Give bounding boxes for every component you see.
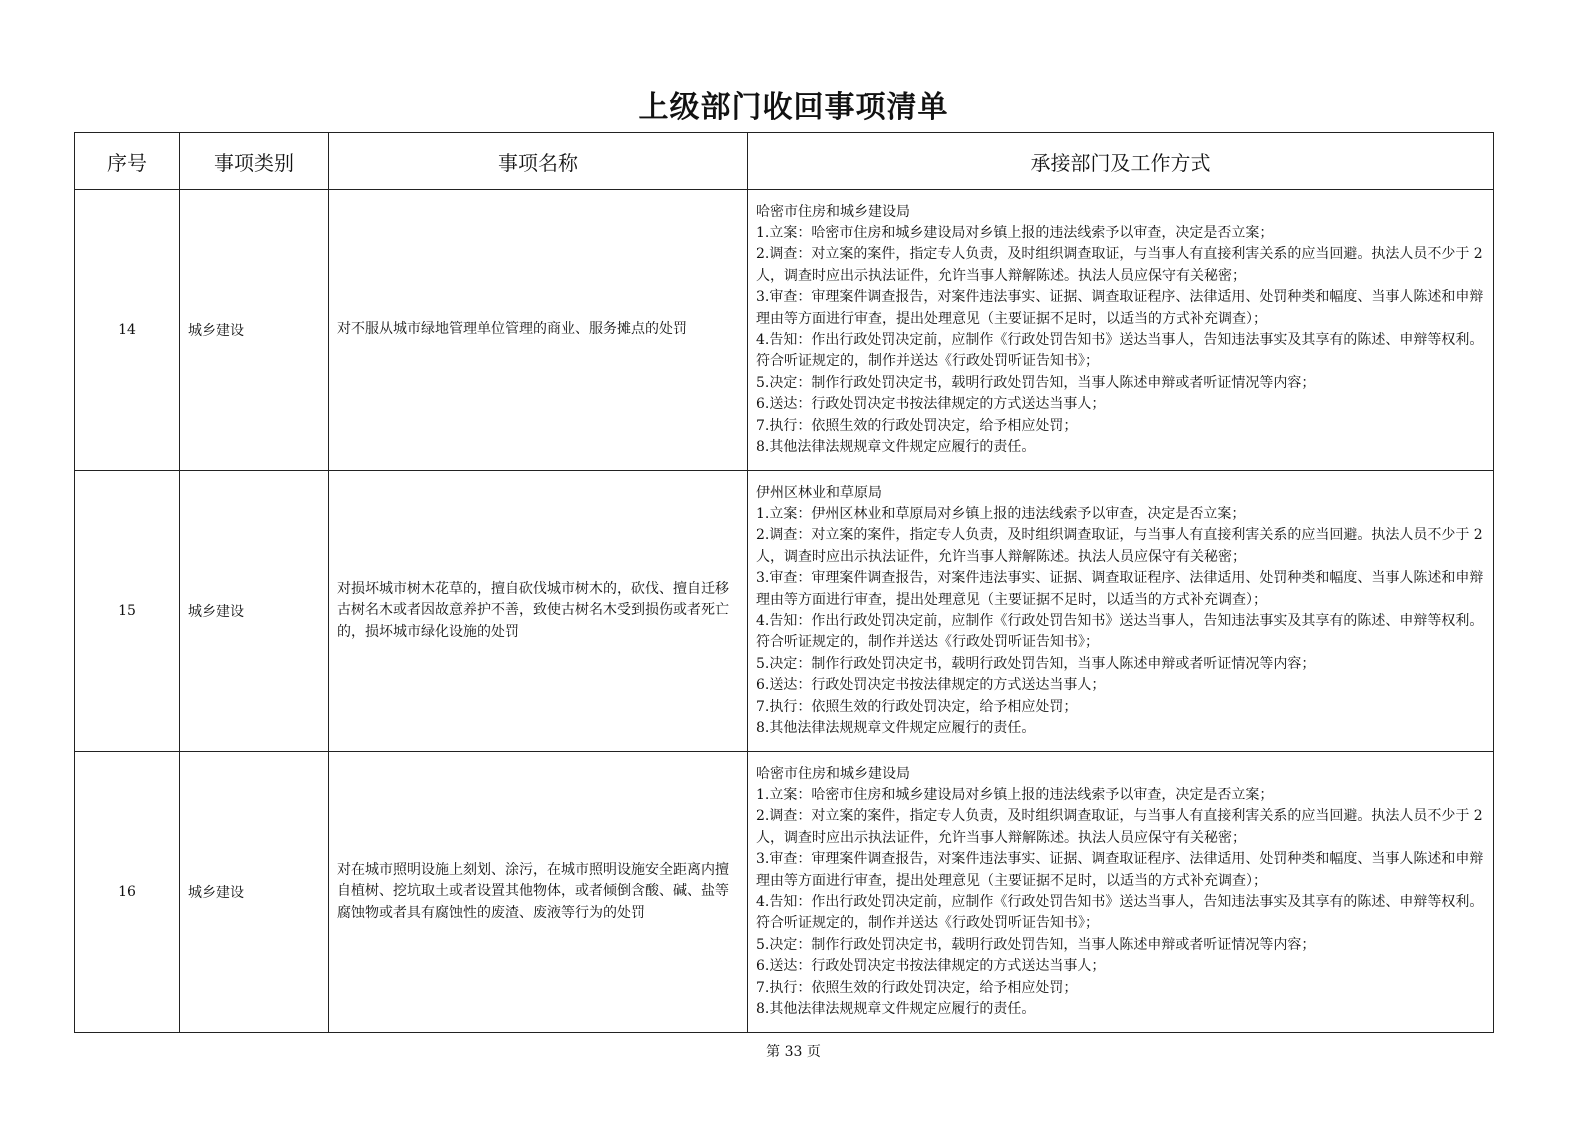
row-dept-cell — [748, 752, 1494, 1033]
step-text: 6.送达：行政处罚决定书按法律规定的方式送达当事人； — [756, 396, 1106, 413]
table-header-row — [75, 133, 1494, 190]
step-text: 4.告知：作出行政处罚决定前，应制作《行政处罚告知书》送达当事人，告知违法事实及其享有的陈述、申辩等权利。符合听证规定的，制作并送达《行政处罚听证告知书》； — [756, 613, 1484, 651]
row-category: 城乡建设 — [180, 190, 329, 471]
dept-name: 伊州区林业和草原局 — [756, 484, 882, 501]
row-name: 对损坏城市树木花草的，擅自砍伐城市树木的，砍伐、擅自迁移古树名木或者因故意养护不善，致使古树名木受到损伤或者死亡的，损坏城市绿化设施的处罚 — [329, 471, 748, 752]
step-text: 2.调查：对立案的案件，指定专人负责，及时组织调查取证，与当事人有直接利害关系的应当回避。执法人员不少于 2 人，调查时应出示执法证件，允许当事人辩解陈述。执法人员应保守有关秘密； — [756, 246, 1483, 284]
row-category: 城乡建设 — [180, 752, 329, 1033]
step-text: 1.立案：哈密市住房和城乡建设局对乡镇上报的违法线索予以审查，决定是否立案； — [756, 224, 1274, 241]
step-text: 8.其他法律法规规章文件规定应履行的责任。 — [756, 720, 1036, 737]
row-seq: 16 — [75, 752, 180, 1033]
header-seq: 序号 — [75, 133, 180, 190]
table-row — [75, 471, 1494, 752]
step-text: 1.立案：哈密市住房和城乡建设局对乡镇上报的违法线索予以审查，决定是否立案； — [756, 786, 1274, 803]
dept-name: 哈密市住房和城乡建设局 — [756, 765, 910, 782]
step-text: 4.告知：作出行政处罚决定前，应制作《行政处罚告知书》送达当事人，告知违法事实及其享有的陈述、申辩等权利。符合听证规定的，制作并送达《行政处罚听证告知书》； — [756, 894, 1484, 932]
header-name: 事项名称 — [329, 133, 748, 190]
step-text: 7.执行：依照生效的行政处罚决定，给予相应处罚； — [756, 979, 1078, 996]
page-title: 上级部门收回事项清单 — [638, 90, 949, 125]
step-text: 6.送达：行政处罚决定书按法律规定的方式送达当事人； — [756, 958, 1106, 975]
step-text: 1.立案：伊州区林业和草原局对乡镇上报的违法线索予以审查，决定是否立案； — [756, 505, 1246, 522]
step-text: 6.送达：行政处罚决定书按法律规定的方式送达当事人； — [756, 677, 1106, 694]
row-name: 对在城市照明设施上刻划、涂污，在城市照明设施安全距离内擅自植树、挖坑取土或者设置其他物体，或者倾倒含酸、碱、盐等腐蚀物或者具有腐蚀性的废渣、废液等行为的处罚 — [329, 752, 748, 1033]
step-text: 8.其他法律法规规章文件规定应履行的责任。 — [756, 439, 1036, 456]
table-row — [75, 752, 1494, 1033]
row-dept-cell — [748, 471, 1494, 752]
header-category: 事项类别 — [180, 133, 329, 190]
step-text: 7.执行：依照生效的行政处罚决定，给予相应处罚； — [756, 417, 1078, 434]
step-text: 4.告知：作出行政处罚决定前，应制作《行政处罚告知书》送达当事人，告知违法事实及其享有的陈述、申辩等权利。符合听证规定的，制作并送达《行政处罚听证告知书》； — [756, 332, 1484, 370]
step-text: 7.执行：依照生效的行政处罚决定，给予相应处罚； — [756, 698, 1078, 715]
header-dept: 承接部门及工作方式 — [748, 133, 1494, 190]
table-row — [75, 190, 1494, 471]
step-text: 5.决定：制作行政处罚决定书，载明行政处罚告知，当事人陈述申辩或者听证情况等内容； — [756, 936, 1316, 953]
step-text: 3.审查：审理案件调查报告，对案件违法事实、证据、调查取证程序、法律适用、处罚种类和幅度、当事人陈述和申辩理由等方面进行审查，提出处理意见（主要证据不足时，以适当的方式补充调查）； — [756, 289, 1484, 327]
page-number: 第 33 页 — [766, 1044, 821, 1060]
step-text: 8.其他法律法规规章文件规定应履行的责任。 — [756, 1001, 1036, 1018]
row-dept-cell — [748, 190, 1494, 471]
step-text: 3.审查：审理案件调查报告，对案件违法事实、证据、调查取证程序、法律适用、处罚种类和幅度、当事人陈述和申辩理由等方面进行审查，提出处理意见（主要证据不足时，以适当的方式补充调查）； — [756, 570, 1484, 608]
step-text: 2.调查：对立案的案件，指定专人负责，及时组织调查取证，与当事人有直接利害关系的应当回避。执法人员不少于 2 人，调查时应出示执法证件，允许当事人辩解陈述。执法人员应保守有关秘密； — [756, 808, 1483, 846]
step-text: 3.审查：审理案件调查报告，对案件违法事实、证据、调查取证程序、法律适用、处罚种类和幅度、当事人陈述和申辩理由等方面进行审查，提出处理意见（主要证据不足时，以适当的方式补充调查）； — [756, 851, 1484, 889]
dept-name: 哈密市住房和城乡建设局 — [756, 203, 910, 220]
step-text: 2.调查：对立案的案件，指定专人负责，及时组织调查取证，与当事人有直接利害关系的应当回避。执法人员不少于 2 人，调查时应出示执法证件，允许当事人辩解陈述。执法人员应保守有关秘密； — [756, 527, 1483, 565]
matters-table — [74, 132, 1494, 1033]
row-name: 对不服从城市绿地管理单位管理的商业、服务摊点的处罚 — [329, 190, 748, 471]
row-seq: 14 — [75, 190, 180, 471]
row-seq: 15 — [75, 471, 180, 752]
step-text: 5.决定：制作行政处罚决定书，载明行政处罚告知，当事人陈述申辩或者听证情况等内容； — [756, 374, 1316, 391]
step-text: 5.决定：制作行政处罚决定书，载明行政处罚告知，当事人陈述申辩或者听证情况等内容； — [756, 655, 1316, 672]
row-category: 城乡建设 — [180, 471, 329, 752]
